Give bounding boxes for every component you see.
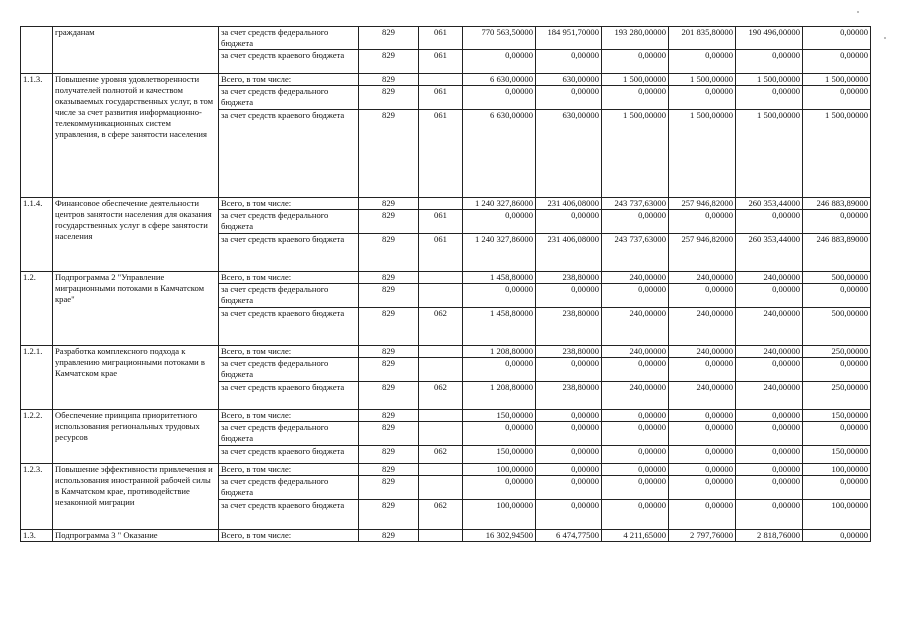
year-amount-cell: 0,00000 [736,464,803,476]
year-amount-cell: 240,00000 [669,346,736,358]
year-amount-cell: 1 500,00000 [669,74,736,86]
total-amount-cell: 0,00000 [463,50,536,74]
year-amount-cell: 0,00000 [602,446,669,464]
year-amount-cell: 0,00000 [669,358,736,382]
year-amount-cell: 0,00000 [803,530,871,542]
year-amount-cell: 0,00000 [803,86,871,110]
year-amount-cell: 0,00000 [536,464,602,476]
year-amount-cell: 193 280,00000 [602,27,669,50]
year-amount-cell: 0,00000 [669,86,736,110]
year-amount-cell: 1 500,00000 [602,74,669,86]
item-name-cell: Обеспечение принципа приоритетного использования региональных трудовых ресурсов [53,410,219,464]
budget-table-body [21,27,871,542]
year-amount-cell: 1 500,00000 [803,74,871,86]
total-amount-cell: 6 630,00000 [463,110,536,198]
year-amount-cell: 0,00000 [602,422,669,446]
funding-source-cell: Всего, в том числе: [219,272,359,284]
year-amount-cell: 0,00000 [736,476,803,500]
total-amount-cell: 1 458,80000 [463,308,536,346]
total-amount-cell: 1 240 327,86000 [463,198,536,210]
section-code-cell [419,272,463,284]
funding-source-cell: Всего, в том числе: [219,74,359,86]
year-amount-cell: 6 474,77500 [536,530,602,542]
funding-source-cell: за счет средств федерального бюджета [219,476,359,500]
year-amount-cell: 0,00000 [669,464,736,476]
scan-speck [857,11,859,13]
grbs-code-cell: 829 [359,234,419,272]
item-name-cell: гражданам [53,27,219,74]
budget-table [20,26,871,542]
item-name-cell: Финансовое обеспечение деятельности центров занятости населения для оказания государственных услуг в сфере занятости населения [53,198,219,272]
section-code-cell [419,358,463,382]
total-amount-cell: 0,00000 [463,86,536,110]
year-amount-cell: 0,00000 [803,284,871,308]
funding-source-cell: за счет средств краевого бюджета [219,382,359,410]
item-name-cell: Повышение уровня удовлетворенности получателей полнотой и качеством оказываемых государственных услуг, в том числе за счет развития информационно-телекоммуникационных систем управления, в сфере занятости населения [53,74,219,198]
section-code-cell [419,346,463,358]
year-amount-cell: 240,00000 [736,272,803,284]
item-code-cell: 1.1.3. [21,74,53,198]
year-amount-cell: 246 883,89000 [803,234,871,272]
year-amount-cell: 240,00000 [669,272,736,284]
year-amount-cell: 0,00000 [736,446,803,464]
section-code-cell: 061 [419,234,463,272]
funding-source-cell: за счет средств краевого бюджета [219,308,359,346]
year-amount-cell: 240,00000 [736,382,803,410]
total-amount-cell: 150,00000 [463,410,536,422]
year-amount-cell: 1 500,00000 [736,110,803,198]
funding-source-cell: за счет средств федерального бюджета [219,27,359,50]
year-amount-cell: 0,00000 [536,86,602,110]
year-amount-cell: 0,00000 [602,410,669,422]
year-amount-cell: 238,80000 [536,346,602,358]
year-amount-cell: 231 406,08000 [536,234,602,272]
year-amount-cell: 0,00000 [669,410,736,422]
year-amount-cell: 260 353,44000 [736,198,803,210]
year-amount-cell: 500,00000 [803,272,871,284]
year-amount-cell: 246 883,89000 [803,198,871,210]
year-amount-cell: 0,00000 [602,476,669,500]
funding-source-cell: за счет средств федерального бюджета [219,284,359,308]
section-code-cell [419,464,463,476]
year-amount-cell: 201 835,80000 [669,27,736,50]
grbs-code-cell: 829 [359,446,419,464]
funding-source-cell: Всего, в том числе: [219,530,359,542]
year-amount-cell: 1 500,00000 [736,74,803,86]
year-amount-cell: 190 496,00000 [736,27,803,50]
item-code-cell: 1.2. [21,272,53,346]
grbs-code-cell: 829 [359,210,419,234]
total-amount-cell: 1 240 327,86000 [463,234,536,272]
year-amount-cell: 238,80000 [536,308,602,346]
year-amount-cell: 0,00000 [736,410,803,422]
year-amount-cell: 0,00000 [669,446,736,464]
year-amount-cell: 250,00000 [803,346,871,358]
funding-source-cell: за счет средств краевого бюджета [219,234,359,272]
total-amount-cell: 0,00000 [463,358,536,382]
year-amount-cell: 184 951,70000 [536,27,602,50]
table-row [21,74,871,86]
year-amount-cell: 231 406,08000 [536,198,602,210]
funding-source-cell: Всего, в том числе: [219,198,359,210]
year-amount-cell: 100,00000 [803,464,871,476]
grbs-code-cell: 829 [359,422,419,446]
grbs-code-cell: 829 [359,27,419,50]
section-code-cell [419,476,463,500]
funding-source-cell: за счет средств краевого бюджета [219,500,359,530]
grbs-code-cell: 829 [359,110,419,198]
year-amount-cell: 0,00000 [803,210,871,234]
section-code-cell [419,422,463,446]
year-amount-cell: 0,00000 [536,358,602,382]
year-amount-cell: 630,00000 [536,74,602,86]
year-amount-cell: 243 737,63000 [602,234,669,272]
item-code-cell: 1.3. [21,530,53,542]
total-amount-cell: 150,00000 [463,446,536,464]
grbs-code-cell: 829 [359,198,419,210]
total-amount-cell: 6 630,00000 [463,74,536,86]
item-name-cell: Подпрограмма 2 "Управление миграционными потоками в Камчатском крае" [53,272,219,346]
year-amount-cell: 4 211,65000 [602,530,669,542]
year-amount-cell: 0,00000 [536,410,602,422]
item-code-cell [21,27,53,74]
item-code-cell: 1.2.1. [21,346,53,410]
total-amount-cell: 100,00000 [463,464,536,476]
year-amount-cell: 0,00000 [669,284,736,308]
funding-source-cell: за счет средств федерального бюджета [219,86,359,110]
year-amount-cell: 0,00000 [803,50,871,74]
year-amount-cell: 150,00000 [803,446,871,464]
section-code-cell [419,198,463,210]
grbs-code-cell: 829 [359,308,419,346]
total-amount-cell: 0,00000 [463,284,536,308]
section-code-cell [419,410,463,422]
section-code-cell: 062 [419,500,463,530]
funding-source-cell: Всего, в том числе: [219,464,359,476]
item-code-cell: 1.1.4. [21,198,53,272]
total-amount-cell: 1 458,80000 [463,272,536,284]
year-amount-cell: 0,00000 [536,500,602,530]
year-amount-cell: 0,00000 [736,500,803,530]
total-amount-cell: 770 563,50000 [463,27,536,50]
year-amount-cell: 100,00000 [803,500,871,530]
grbs-code-cell: 829 [359,382,419,410]
grbs-code-cell: 829 [359,464,419,476]
section-code-cell: 061 [419,210,463,234]
item-name-cell: Разработка комплексного подхода к управлению миграционными потоками в Камчатском крае [53,346,219,410]
year-amount-cell: 1 500,00000 [803,110,871,198]
total-amount-cell: 1 208,80000 [463,382,536,410]
grbs-code-cell: 829 [359,74,419,86]
year-amount-cell: 240,00000 [602,382,669,410]
year-amount-cell: 238,80000 [536,382,602,410]
table-row [21,346,871,358]
year-amount-cell: 240,00000 [602,272,669,284]
item-name-cell: Повышение эффективности привлечения и использования иностранной рабочей силы в Камчатском крае, противодействие незаконной миграции [53,464,219,530]
year-amount-cell: 260 353,44000 [736,234,803,272]
section-code-cell: 061 [419,86,463,110]
funding-source-cell: Всего, в том числе: [219,346,359,358]
funding-source-cell: за счет средств краевого бюджета [219,446,359,464]
year-amount-cell: 0,00000 [669,500,736,530]
funding-source-cell: за счет средств федерального бюджета [219,358,359,382]
total-amount-cell: 0,00000 [463,476,536,500]
year-amount-cell: 0,00000 [669,422,736,446]
year-amount-cell: 240,00000 [736,308,803,346]
year-amount-cell: 0,00000 [736,422,803,446]
year-amount-cell: 0,00000 [803,27,871,50]
year-amount-cell: 2 818,76000 [736,530,803,542]
year-amount-cell: 0,00000 [536,284,602,308]
table-row [21,464,871,476]
grbs-code-cell: 829 [359,500,419,530]
year-amount-cell: 0,00000 [803,358,871,382]
year-amount-cell: 0,00000 [736,210,803,234]
grbs-code-cell: 829 [359,410,419,422]
year-amount-cell: 257 946,82000 [669,198,736,210]
total-amount-cell: 0,00000 [463,210,536,234]
funding-source-cell: за счет средств федерального бюджета [219,422,359,446]
grbs-code-cell: 829 [359,476,419,500]
section-code-cell [419,74,463,86]
section-code-cell [419,530,463,542]
item-name-cell: Подпрограмма 3 " Оказание [53,530,219,542]
grbs-code-cell: 829 [359,530,419,542]
year-amount-cell: 0,00000 [669,476,736,500]
funding-source-cell: за счет средств краевого бюджета [219,50,359,74]
year-amount-cell: 0,00000 [602,210,669,234]
year-amount-cell: 238,80000 [536,272,602,284]
year-amount-cell: 0,00000 [736,86,803,110]
year-amount-cell: 500,00000 [803,308,871,346]
section-code-cell: 061 [419,110,463,198]
grbs-code-cell: 829 [359,284,419,308]
year-amount-cell: 0,00000 [536,210,602,234]
year-amount-cell: 0,00000 [536,50,602,74]
item-code-cell: 1.2.2. [21,410,53,464]
year-amount-cell: 250,00000 [803,382,871,410]
year-amount-cell: 0,00000 [602,500,669,530]
year-amount-cell: 240,00000 [669,308,736,346]
section-code-cell: 061 [419,50,463,74]
year-amount-cell: 240,00000 [602,346,669,358]
table-row [21,272,871,284]
section-code-cell: 061 [419,27,463,50]
total-amount-cell: 100,00000 [463,500,536,530]
grbs-code-cell: 829 [359,272,419,284]
year-amount-cell: 0,00000 [803,422,871,446]
year-amount-cell: 0,00000 [536,446,602,464]
year-amount-cell: 0,00000 [602,464,669,476]
year-amount-cell: 1 500,00000 [669,110,736,198]
year-amount-cell: 0,00000 [536,422,602,446]
total-amount-cell: 1 208,80000 [463,346,536,358]
item-code-cell: 1.2.3. [21,464,53,530]
year-amount-cell: 257 946,82000 [669,234,736,272]
year-amount-cell: 240,00000 [602,308,669,346]
year-amount-cell: 0,00000 [736,50,803,74]
funding-source-cell: Всего, в том числе: [219,410,359,422]
scan-speck [884,37,886,39]
year-amount-cell: 0,00000 [803,476,871,500]
year-amount-cell: 0,00000 [669,210,736,234]
total-amount-cell: 16 302,94500 [463,530,536,542]
grbs-code-cell: 829 [359,358,419,382]
section-code-cell: 062 [419,308,463,346]
year-amount-cell: 630,00000 [536,110,602,198]
grbs-code-cell: 829 [359,50,419,74]
year-amount-cell: 1 500,00000 [602,110,669,198]
year-amount-cell: 0,00000 [602,284,669,308]
section-code-cell [419,284,463,308]
table-row [21,198,871,210]
year-amount-cell: 150,00000 [803,410,871,422]
year-amount-cell: 0,00000 [536,476,602,500]
year-amount-cell: 243 737,63000 [602,198,669,210]
table-row [21,27,871,50]
year-amount-cell: 0,00000 [602,86,669,110]
total-amount-cell: 0,00000 [463,422,536,446]
year-amount-cell: 0,00000 [669,50,736,74]
table-row [21,410,871,422]
year-amount-cell: 240,00000 [736,346,803,358]
year-amount-cell: 0,00000 [602,50,669,74]
year-amount-cell: 0,00000 [602,358,669,382]
year-amount-cell: 2 797,76000 [669,530,736,542]
year-amount-cell: 240,00000 [669,382,736,410]
year-amount-cell: 0,00000 [736,358,803,382]
funding-source-cell: за счет средств федерального бюджета [219,210,359,234]
grbs-code-cell: 829 [359,86,419,110]
grbs-code-cell: 829 [359,346,419,358]
section-code-cell: 062 [419,446,463,464]
funding-source-cell: за счет средств краевого бюджета [219,110,359,198]
year-amount-cell: 0,00000 [736,284,803,308]
section-code-cell: 062 [419,382,463,410]
table-row [21,530,871,542]
